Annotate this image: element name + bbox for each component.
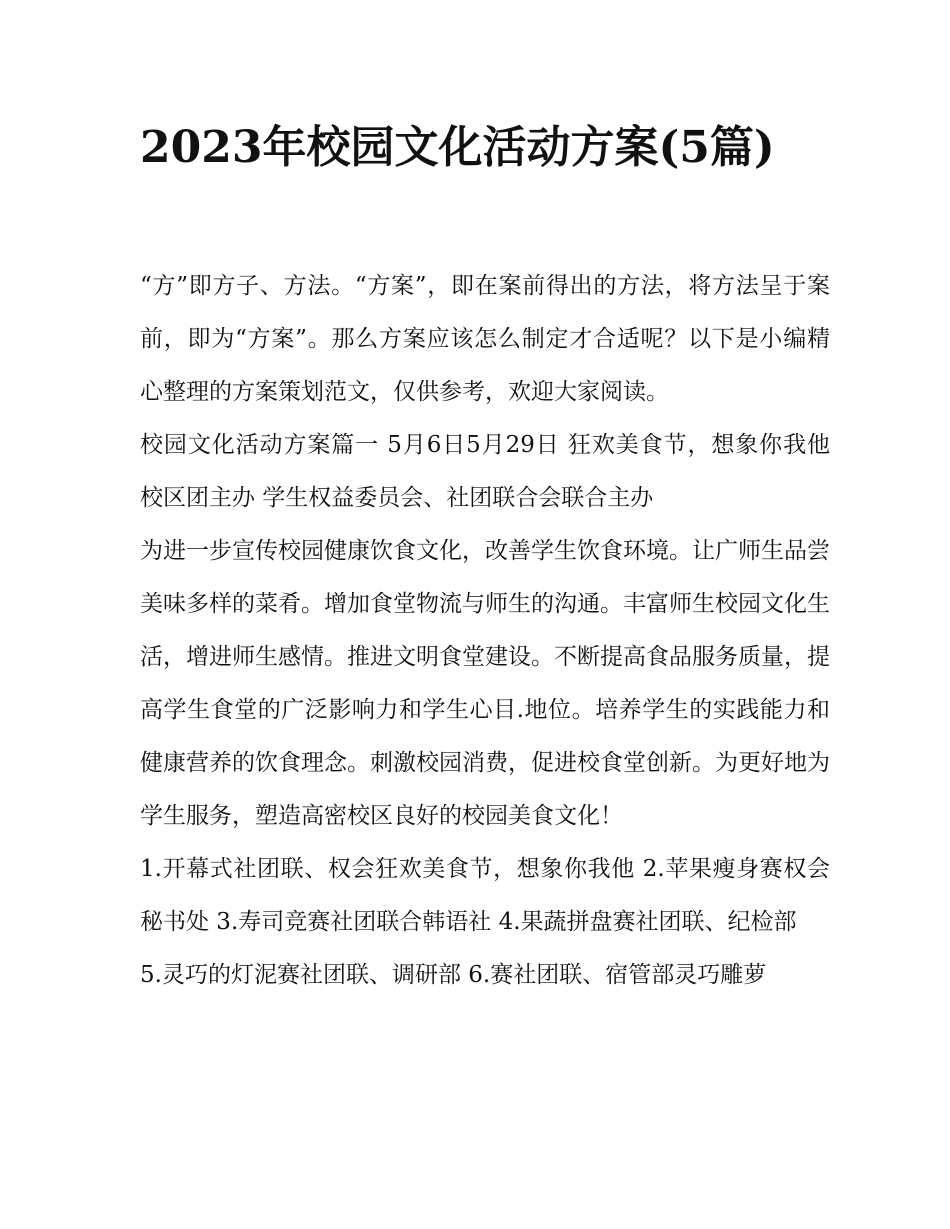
document-title: 2023年校园文化活动方案(5篇) bbox=[140, 122, 775, 173]
paragraph-event-info: 校园文化活动方案篇一 5月6日5月29日 狂欢美食节，想象你我他 校区团主办 学生权益委员会、社团联合会联合主办 bbox=[140, 432, 830, 511]
paragraph-intro: “方”即方子、方法。“方案”，即在案前得出的方法，将方法呈于案前，即为“方案”。那么方案应该怎么制定才合适呢？以下是小编精心整理的方案策划范文，仅供参考，欢迎大家阅读。 bbox=[140, 273, 830, 405]
document-body bbox=[140, 260, 830, 1002]
paragraph-purpose: 为进一步宣传校园健康饮食文化，改善学生饮食环境。让广师生品尝美味多样的菜肴。增加食堂物流与师生的沟通。丰富师生校园文化生活，增进师生感情。推进文明食堂建设。不断提高食品服务质量，提高学生食堂的广泛影响力和学生心目.地位。培养学生的实践能力和健康营养的饮食理念。刺激校园消费，促进校食堂创新。为更好地为学生服务，塑造高密校区良好的校园美食文化！ bbox=[140, 538, 830, 829]
paragraph-activities-1: 1.开幕式社团联、权会狂欢美食节，想象你我他 2.苹果瘦身赛权会秘书处 3.寿司竞赛社团联合韩语社 4.果蔬拼盘赛社团联、纪检部 bbox=[140, 856, 830, 935]
paragraph-activities-2: 5.灵巧的灯泥赛社团联、调研部 6.赛社团联、宿管部灵巧雕萝 bbox=[140, 962, 767, 988]
